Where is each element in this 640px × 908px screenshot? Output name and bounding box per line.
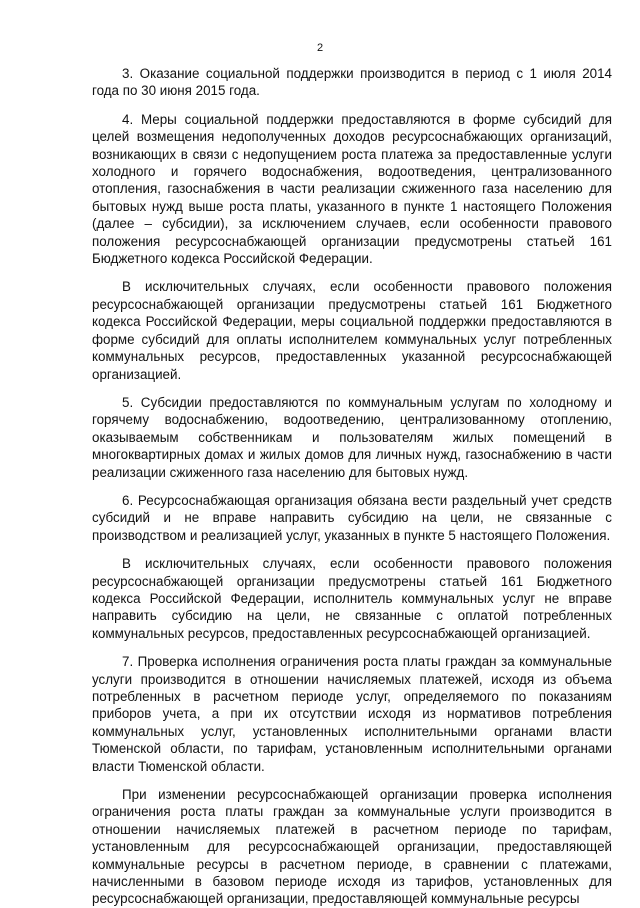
document-body xyxy=(92,65,612,908)
paragraph-item-3: 3. Оказание социальной поддержки производится в период с 1 июля 2014 года по 30 июня 2015 года. xyxy=(92,66,612,99)
paragraph-item-5: 5. Субсидии предоставляются по коммунальным услугам по холодному и горячему водоснабжению, водоотведению, централизованному отоплению, оказываемым собственникам и пользователям жилых помещений в многоквартирных домах и жилых домов для личных нужд, газоснабжению в части реализации сжиженного газа населению для бытовых нужд. xyxy=(92,394,612,480)
paragraph-item-4: 4. Меры социальной поддержки предоставляются в форме субсидий для целей возмещения недополученных доходов ресурсоснабжающих организаций, возникающих в связи с недопущением роста платежа за предоставленные услуги холодного и горячего водоснабжения, водоотведения, централизованного отопления, газоснабжения в части реализации сжиженного газа населению для бытовых нужд выше роста платы, указанного в пункте 1 настоящего Положения (далее – субсидии), за исключением случаев, если особенности правового положения ресурсоснабжающей организации предусмотрены статьей 161 Бюджетного кодекса Российской Федерации. xyxy=(92,111,612,267)
paragraph-exceptional-cases-subsidy-form: В исключительных случаях, если особенности правового положения ресурсоснабжающей организации предусмотрены статьей 161 Бюджетного кодекса Российской Федерации, меры социальной поддержки предоставляются в форме субсидий для оплаты исполнителем коммунальных услуг потребленных коммунальных ресурсов, предоставленных указанной ресурсоснабжающей организацией. xyxy=(92,279,612,382)
paragraph-exceptional-cases-subsidy-use: В исключительных случаях, если особенности правового положения ресурсоснабжающей организации предусмотрены статьей 161 Бюджетного кодекса Российской Федерации, исполнитель коммунальных услуг не вправе направить субсидию на цели, не связанные с оплатой потребленных коммунальных ресурсов, предоставленных ресурсоснабжающей организацией. xyxy=(92,556,612,641)
paragraph-change-of-supplier: При изменении ресурсоснабжающей организации проверка исполнения ограничения роста платы граждан за коммунальные услуги производится в отношении начисляемых платежей в расчетном периоде по тарифам, установленным для ресурсоснабжающей организации, предоставляющей коммунальные ресурсы в расчетном периоде, в сравнении с платежами, начисленными в базовом периоде исходя из тарифов, установленных для ресурсоснабжающей организации, предоставляющей коммунальные ресурсы xyxy=(92,787,612,907)
paragraph-item-7: 7. Проверка исполнения ограничения роста платы граждан за коммунальные услуги производится в отношении начисляемых платежей, исходя из объема потребленных в расчетном периоде услуг, определяемого по показаниям приборов учета, а при их отсутствии исходя из нормативов потребления коммунальных услуг, установленных исполнительными органами власти Тюменской области, по тарифам, установленным исполнительными органами власти Тюменской области. xyxy=(92,654,612,774)
paragraph-item-6: 6. Ресурсоснабжающая организация обязана вести раздельный учет средств субсидий и не вправе направить субсидию на цели, не связанные с производством и реализацией услуг, указанных в пункте 5 настоящего Положения. xyxy=(92,492,612,543)
page-number: 2 xyxy=(316,42,324,54)
